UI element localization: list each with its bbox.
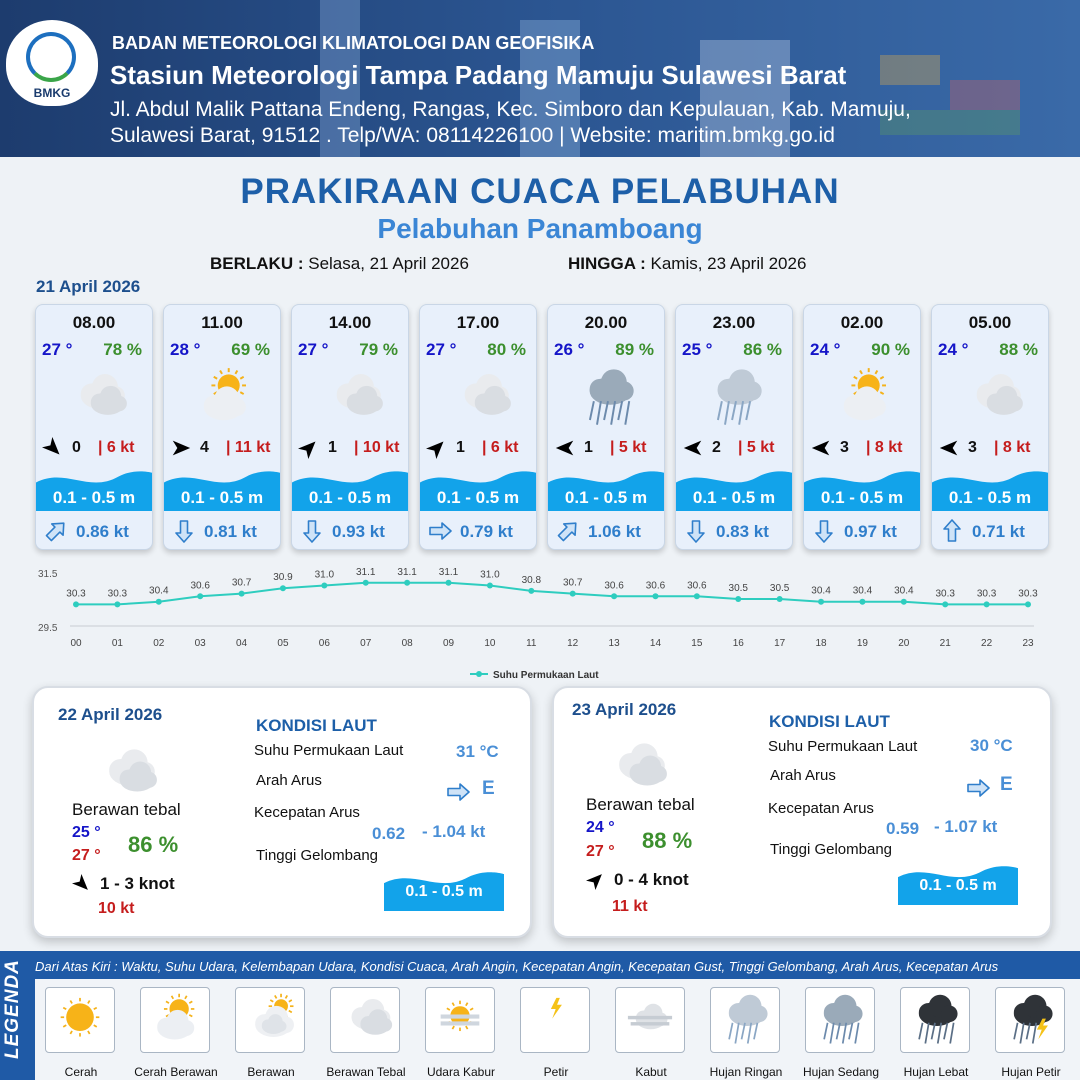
hujan-lebat-icon xyxy=(904,991,966,1049)
wave-height: 0.1 - 0.5 m xyxy=(948,488,1032,507)
air-temperature: 28 ° xyxy=(170,340,201,359)
sst-point xyxy=(777,596,783,602)
legend-item xyxy=(235,987,307,1079)
container-decor xyxy=(950,80,1020,110)
legend-label: Petir xyxy=(543,1065,569,1079)
wave-height: 0.1 - 0.5 m xyxy=(52,488,136,507)
air-temperature: 25 ° xyxy=(682,340,713,359)
legend-item xyxy=(520,987,592,1079)
forecast-card xyxy=(163,304,281,550)
current-speed-min: 0.59 xyxy=(886,819,920,838)
sst-point xyxy=(197,593,203,599)
wave-height: 0.1 - 0.5 m xyxy=(919,877,997,894)
legend-item xyxy=(709,987,783,1079)
sst-point xyxy=(114,601,120,607)
x-tick-label: 22 xyxy=(981,638,993,649)
hujan-sedang-icon xyxy=(809,991,871,1049)
temperature-max: 27 ° xyxy=(72,847,101,864)
legend-description: Dari Atas Kiri : Waktu, Suhu Udara, Kelembapan Udara, Kondisi Cuaca, Arah Angin, Kecepatan Angin, Kecepatan Gust, Tinggi Gelombang, Arah Arus, Kecepatan Arus xyxy=(35,959,999,974)
sst-point xyxy=(528,588,534,594)
sst-point xyxy=(239,591,245,597)
sst-value: 31 °C xyxy=(456,742,499,761)
wave-height: 0.1 - 0.5 m xyxy=(180,488,264,507)
humidity: 78 % xyxy=(103,340,142,359)
current-speed: 0.86 kt xyxy=(76,522,129,541)
cerah-berawan-icon xyxy=(144,991,206,1049)
current-info xyxy=(170,519,280,545)
temperature-max: 27 ° xyxy=(586,843,615,860)
current-speed-label: Kecepatan Arus xyxy=(254,804,360,821)
sst-data-label: 30.8 xyxy=(521,574,542,586)
legend-swatch xyxy=(805,987,875,1053)
x-tick-label: 02 xyxy=(153,638,165,649)
legend-item xyxy=(802,987,880,1079)
day-panel-23 xyxy=(552,686,1052,938)
wind-info xyxy=(40,437,150,459)
current-direction-icon xyxy=(684,519,708,543)
hujan-ringan-icon xyxy=(694,365,778,431)
wind-direction-icon xyxy=(938,437,960,459)
sst-line xyxy=(76,583,1028,605)
sst-label: Suhu Permukaan Laut xyxy=(254,742,404,759)
wind-info xyxy=(296,437,406,459)
legend-label: Hujan Lebat xyxy=(903,1065,969,1079)
weather-condition: Berawan tebal xyxy=(72,800,181,819)
udara-kabur-icon xyxy=(429,991,491,1049)
wave-height: 0.1 - 0.5 m xyxy=(564,488,648,507)
sst-point xyxy=(694,593,700,599)
sea-condition-title: KONDISI LAUT xyxy=(769,712,890,731)
page-title: PRAKIRAAN CUACA PELABUHAN xyxy=(240,172,840,211)
sst-data-label: 30.4 xyxy=(811,585,831,597)
legend-label: Berawan Tebal xyxy=(326,1065,406,1079)
sst-chart xyxy=(30,566,1060,686)
sst-point xyxy=(818,599,824,605)
current-speed: 0.79 kt xyxy=(460,522,513,541)
x-tick-label: 14 xyxy=(649,638,662,649)
legend-item xyxy=(326,987,406,1079)
legend-swatch xyxy=(995,987,1065,1053)
panel-date: 22 April 2026 xyxy=(58,705,163,724)
forecast-time: 14.00 xyxy=(328,313,372,332)
sst-data-label: 30.9 xyxy=(273,572,293,584)
wind-speed: 2 xyxy=(712,439,721,456)
forecast-card xyxy=(547,304,665,550)
wind-gust: | 5 kt xyxy=(610,439,647,456)
legend-title: LEGENDA xyxy=(2,959,23,1059)
current-direction: E xyxy=(482,778,495,799)
forecast-time: 08.00 xyxy=(72,313,116,332)
forecast-card xyxy=(675,304,793,550)
sst-data-label: 30.4 xyxy=(852,585,873,597)
cerah-berawan-icon xyxy=(822,365,906,431)
current-speed: 0.83 kt xyxy=(716,522,769,541)
legend-swatch xyxy=(520,987,590,1053)
humidity: 79 % xyxy=(359,340,398,359)
sst-data-label: 30.6 xyxy=(687,580,707,592)
current-direction-icon xyxy=(44,519,68,543)
sst-data-label: 30.6 xyxy=(190,580,210,592)
hujan-petir-icon xyxy=(999,991,1061,1049)
x-tick-label: 04 xyxy=(236,638,248,649)
x-tick-label: 05 xyxy=(277,638,289,649)
forecast-time: 17.00 xyxy=(456,313,500,332)
petir-icon xyxy=(524,991,586,1049)
current-info xyxy=(426,519,536,545)
forecast-card xyxy=(419,304,537,550)
air-temperature: 27 ° xyxy=(298,340,329,359)
sst-data-label: 31.1 xyxy=(438,566,459,578)
sea-condition-title: KONDISI LAUT xyxy=(256,716,377,735)
berawan-icon xyxy=(239,991,301,1049)
x-tick-label: 18 xyxy=(815,638,827,649)
sst-data-label: 31.0 xyxy=(480,569,500,581)
humidity: 86 % xyxy=(128,832,179,857)
logo-emblem-icon xyxy=(26,32,76,82)
sst-data-label: 31.1 xyxy=(356,566,376,578)
sst-data-label: 30.3 xyxy=(1018,588,1038,600)
wave-height-label: Tinggi Gelombang xyxy=(256,847,379,864)
berawan-tebal-icon xyxy=(90,740,160,792)
port-name: Pelabuhan Panamboang xyxy=(377,213,703,244)
sst-point xyxy=(901,599,907,605)
temperature-min: 25 ° xyxy=(72,824,101,841)
legend-item xyxy=(995,987,1067,1079)
wind-direction-icon xyxy=(586,870,606,890)
agency-name: BADAN METEOROLOGI KLIMATOLOGI DAN GEOFISIKA xyxy=(112,33,595,53)
wave-height: 0.1 - 0.5 m xyxy=(436,488,520,507)
current-direction-icon xyxy=(428,519,452,543)
legend-swatch xyxy=(235,987,305,1053)
current-info xyxy=(554,519,664,545)
legend-swatch xyxy=(330,987,400,1053)
berawan-tebal-icon xyxy=(334,991,396,1049)
sst-data-label: 30.3 xyxy=(66,588,86,600)
legend-label: Udara Kabur xyxy=(426,1065,496,1079)
sst-data-label: 30.7 xyxy=(231,577,252,589)
wind-speed: 0 xyxy=(72,439,81,456)
sst-point xyxy=(859,599,865,605)
hujan-ringan-icon xyxy=(714,991,776,1049)
wave-height: 0.1 - 0.5 m xyxy=(692,488,776,507)
wind-gust: 11 kt xyxy=(612,898,648,915)
sst-label: Suhu Permukaan Laut xyxy=(768,738,918,755)
container-decor xyxy=(880,55,940,85)
current-direction-icon xyxy=(556,519,580,543)
legend-swatch xyxy=(900,987,970,1053)
wind-gust: | 6 kt xyxy=(98,439,135,456)
legend-item xyxy=(425,987,497,1079)
legend-items xyxy=(35,979,1080,1080)
legend-item xyxy=(615,987,687,1079)
sst-point xyxy=(404,580,410,586)
sst-value: 30 °C xyxy=(970,736,1013,755)
sst-point xyxy=(446,580,452,586)
wind-direction-icon xyxy=(426,437,448,459)
legend-label: Cerah xyxy=(64,1065,98,1079)
header-banner xyxy=(0,0,1080,157)
legend-label: Hujan Ringan xyxy=(709,1065,783,1079)
current-speed-min: 0.62 xyxy=(372,824,406,843)
wind-gust: | 5 kt xyxy=(738,439,775,456)
hourly-forecast xyxy=(35,304,1055,550)
x-tick-label: 11 xyxy=(526,638,537,649)
legend-swatch xyxy=(140,987,210,1053)
humidity: 69 % xyxy=(231,340,270,359)
wind-info xyxy=(168,437,278,459)
current-speed: 0.81 kt xyxy=(204,522,257,541)
humidity: 88 % xyxy=(999,340,1038,359)
wind-gust: | 10 kt xyxy=(354,439,400,456)
sst-data-label: 30.5 xyxy=(728,583,748,594)
berawan-tebal-icon xyxy=(438,365,522,431)
forecast-time: 23.00 xyxy=(712,313,756,332)
berawan-tebal-icon xyxy=(310,365,394,431)
current-speed: 1.06 kt xyxy=(588,522,641,541)
wind-gust: | 8 kt xyxy=(994,439,1031,456)
forecast-time: 11.00 xyxy=(201,313,243,332)
valid-until-value: Kamis, 23 April 2026 xyxy=(650,254,807,273)
sst-point xyxy=(735,596,741,602)
x-tick-label: 03 xyxy=(194,638,206,649)
wind-gust: | 6 kt xyxy=(482,439,519,456)
sst-data-label: 30.6 xyxy=(645,580,666,592)
cerah-icon xyxy=(49,991,111,1049)
station-name: Stasiun Meteorologi Tampa Padang Mamuju Sulawesi Barat xyxy=(110,60,847,90)
humidity: 80 % xyxy=(487,340,526,359)
current-info xyxy=(42,519,152,545)
legend-label: Berawan xyxy=(247,1065,295,1079)
humidity: 88 % xyxy=(642,828,693,853)
sst-point xyxy=(280,585,286,591)
current-direction-label: Arah Arus xyxy=(770,767,836,784)
sst-data-label: 30.5 xyxy=(769,583,790,594)
sst-point xyxy=(156,599,162,605)
humidity: 86 % xyxy=(743,340,782,359)
day1-date: 21 April 2026 xyxy=(36,277,141,296)
forecast-card xyxy=(291,304,409,550)
wind-speed: 1 xyxy=(456,439,465,456)
wind-direction-icon xyxy=(42,437,64,459)
current-speed-max: - 1.07 kt xyxy=(934,817,998,836)
forecast-card xyxy=(931,304,1049,550)
berawan-tebal-icon xyxy=(54,365,138,431)
x-tick-label: 10 xyxy=(484,638,496,649)
sst-point xyxy=(321,583,327,589)
current-direction-icon xyxy=(300,519,324,543)
wind-speed: 4 xyxy=(200,439,209,456)
valid-from-label: BERLAKU : xyxy=(210,254,304,273)
sst-data-label: 30.6 xyxy=(604,580,624,592)
current-info xyxy=(810,519,920,545)
sst-data-label: 30.3 xyxy=(935,588,955,600)
wind-info xyxy=(808,437,918,459)
current-direction-icon xyxy=(446,780,470,804)
valid-from xyxy=(210,254,469,274)
wind-speed: 1 xyxy=(584,439,593,456)
current-info xyxy=(938,519,1048,545)
x-tick-label: 09 xyxy=(442,638,455,649)
x-tick-label: 00 xyxy=(70,638,82,649)
sst-point xyxy=(984,601,990,607)
berawan-tebal-icon xyxy=(950,365,1034,431)
current-info xyxy=(298,519,408,545)
wind-speed: 3 xyxy=(840,439,849,456)
x-tick-label: 20 xyxy=(898,638,910,649)
hujan-sedang-icon xyxy=(566,365,650,431)
berawan-tebal-icon xyxy=(600,734,670,786)
sst-data-label: 30.7 xyxy=(562,577,583,589)
forecast-time: 20.00 xyxy=(584,313,628,332)
x-tick-label: 13 xyxy=(608,638,620,649)
current-speed-max: - 1.04 kt xyxy=(422,822,486,841)
current-speed: 0.97 kt xyxy=(844,522,897,541)
wind-direction-icon xyxy=(298,437,320,459)
forecast-time: 05.00 xyxy=(968,313,1012,332)
bmkg-logo xyxy=(6,20,98,106)
x-tick-label: 19 xyxy=(856,638,868,649)
current-direction-icon xyxy=(172,519,196,543)
wind-gust: 10 kt xyxy=(98,900,135,917)
temperature-min: 24 ° xyxy=(586,819,615,836)
current-speed: 0.93 kt xyxy=(332,522,385,541)
wind-direction-icon xyxy=(72,874,92,894)
current-direction-icon xyxy=(940,519,964,543)
wind-info xyxy=(680,437,790,459)
wave-height: 0.1 - 0.5 m xyxy=(308,488,392,507)
wave-height: 0.1 - 0.5 m xyxy=(820,488,904,507)
x-tick-label: 06 xyxy=(318,638,330,649)
humidity: 90 % xyxy=(871,340,910,359)
sst-data-label: 31.0 xyxy=(314,569,335,581)
sst-point xyxy=(652,593,658,599)
legend-swatch xyxy=(45,987,115,1053)
sst-point xyxy=(611,593,617,599)
legend-item xyxy=(900,987,972,1079)
x-tick-label: 08 xyxy=(401,638,413,649)
address-line-1: Jl. Abdul Malik Pattana Endeng, Rangas, Kec. Simboro dan Kepulauan, Kab. Mamuju, xyxy=(110,98,911,121)
wind-gust: | 8 kt xyxy=(866,439,903,456)
wind-speed: 1 xyxy=(328,439,337,456)
sst-point xyxy=(363,580,369,586)
valid-until-label: HINGGA : xyxy=(568,254,646,273)
y-tick-label: 31.5 xyxy=(38,569,58,580)
logo-text: BMKG xyxy=(33,86,71,100)
legend-label: Hujan Petir xyxy=(1001,1065,1061,1079)
weather-condition: Berawan tebal xyxy=(586,795,695,814)
current-speed-label: Kecepatan Arus xyxy=(768,800,874,817)
x-tick-label: 16 xyxy=(732,638,744,649)
sst-data-label: 30.3 xyxy=(976,588,997,600)
legend-swatch xyxy=(425,987,495,1053)
chart-legend-label: Suhu Permukaan Laut xyxy=(493,670,599,681)
x-tick-label: 07 xyxy=(360,638,372,649)
current-direction: E xyxy=(1000,774,1013,795)
sst-point xyxy=(73,601,79,607)
legend-item xyxy=(134,987,218,1079)
forecast-time: 02.00 xyxy=(840,313,884,332)
current-speed: 0.71 kt xyxy=(972,522,1025,541)
day-panel-22 xyxy=(32,686,532,938)
forecast-card xyxy=(35,304,153,550)
legend-item xyxy=(45,987,117,1079)
sst-point xyxy=(1025,601,1031,607)
x-tick-label: 21 xyxy=(939,638,951,649)
wind-speed: 0 - 4 knot xyxy=(614,870,689,889)
legend-swatch xyxy=(710,987,780,1053)
air-temperature: 24 ° xyxy=(938,340,969,359)
address-line-2: Sulawesi Barat, 91512 . Telp/WA: 08114226100 | Website: maritim.bmkg.go.id xyxy=(110,124,835,147)
current-direction-label: Arah Arus xyxy=(256,772,322,789)
wind-info xyxy=(424,437,534,459)
sst-data-label: 30.4 xyxy=(894,585,914,597)
sst-point xyxy=(570,591,576,597)
wind-direction-icon xyxy=(810,437,832,459)
wave-height-label: Tinggi Gelombang xyxy=(770,841,893,858)
air-temperature: 27 ° xyxy=(426,340,457,359)
cerah-berawan-icon xyxy=(182,365,266,431)
wind-speed: 3 xyxy=(968,439,977,456)
kabut-icon xyxy=(619,991,681,1049)
wind-direction-icon xyxy=(554,437,576,459)
x-tick-label: 23 xyxy=(1022,638,1034,649)
y-tick-label: 29.5 xyxy=(38,623,58,634)
legend xyxy=(0,951,1080,1080)
wave-height: 0.1 - 0.5 m xyxy=(405,883,483,900)
current-direction-icon xyxy=(812,519,836,543)
sst-point xyxy=(487,583,493,589)
x-tick-label: 12 xyxy=(567,638,579,649)
forecast-card xyxy=(803,304,921,550)
sst-data-label: 31.1 xyxy=(397,566,417,578)
air-temperature: 27 ° xyxy=(42,340,73,359)
wind-info xyxy=(552,437,662,459)
wind-direction-icon xyxy=(170,437,192,459)
sst-data-label: 30.4 xyxy=(149,585,169,597)
legend-label: Hujan Sedang xyxy=(802,1065,880,1079)
wind-speed: 1 - 3 knot xyxy=(100,874,175,893)
x-tick-label: 15 xyxy=(691,638,703,649)
air-temperature: 24 ° xyxy=(810,340,841,359)
sst-data-label: 30.3 xyxy=(107,588,128,600)
sst-point xyxy=(942,601,948,607)
current-direction-icon xyxy=(966,776,990,800)
wind-gust: | 11 kt xyxy=(226,439,271,456)
panel-date: 23 April 2026 xyxy=(572,700,677,719)
legend-swatch xyxy=(615,987,685,1053)
air-temperature: 26 ° xyxy=(554,340,585,359)
wind-info xyxy=(936,437,1046,459)
legend-label: Kabut xyxy=(635,1065,667,1079)
current-info xyxy=(682,519,792,545)
legend-label: Cerah Berawan xyxy=(134,1065,218,1079)
wind-direction-icon xyxy=(682,437,704,459)
humidity: 89 % xyxy=(615,340,654,359)
valid-until xyxy=(568,254,806,274)
x-tick-label: 01 xyxy=(111,638,123,649)
x-tick-label: 17 xyxy=(774,638,786,649)
valid-from-value: Selasa, 21 April 2026 xyxy=(308,254,469,273)
